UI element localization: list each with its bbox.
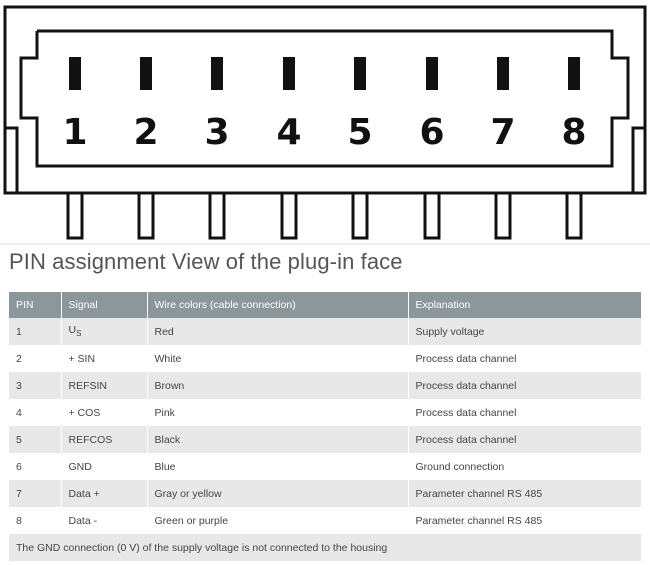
cell-signal: + SIN [61,345,147,372]
contact-6 [426,57,438,90]
pin-leg-7 [496,193,510,238]
signal-text: U [68,324,77,337]
cell-pin: 4 [9,399,61,426]
pin-number-3: 3 [204,112,230,153]
cell-signal: Data + [61,480,147,507]
cell-wire-color: Red [147,318,408,345]
cell-signal: REFSIN [61,372,147,399]
contact-3 [211,57,223,90]
left-latch [5,128,17,193]
cell-explanation: Process data channel [408,372,641,399]
cell-explanation: Process data channel [408,345,641,372]
header-signal: Signal [61,292,147,318]
table-row [9,399,641,426]
cell-wire-color: Brown [147,372,408,399]
cell-wire-color: Black [147,426,408,453]
table-row [9,345,641,372]
header-wire-colors: Wire colors (cable connection) [147,292,408,318]
cell-pin: 6 [9,453,61,480]
pin-assignment-table [9,292,641,561]
cell-signal: GND [61,453,147,480]
cell-explanation: Process data channel [408,399,641,426]
contact-1 [69,57,81,90]
pin-number-8: 8 [561,112,587,153]
pin-number-4: 4 [276,112,302,153]
table-row [9,426,641,453]
pin-number-6: 6 [419,112,445,153]
pin-number-2: 2 [133,112,159,153]
table-row [9,507,641,534]
cell-wire-color: White [147,345,408,372]
table-row [9,372,641,399]
cell-pin: 1 [9,318,61,345]
cell-pin: 5 [9,426,61,453]
contact-4 [283,57,295,90]
pin-leg-4 [282,193,296,238]
cell-pin: 3 [9,372,61,399]
page-heading: PIN assignment View of the plug-in face [9,249,403,274]
pin-leg-2 [139,193,153,238]
pin-leg-6 [425,193,439,238]
cell-signal: Data - [61,507,147,534]
cell-wire-color: Gray or yellow [147,480,408,507]
table-header-row [9,292,641,318]
signal-subscript: S [76,329,82,339]
cell-wire-color: Blue [147,453,408,480]
cell-wire-color: Pink [147,399,408,426]
table-row [9,318,641,345]
pin-leg-5 [353,193,367,238]
cell-pin: 7 [9,480,61,507]
cell-pin: 2 [9,345,61,372]
contact-8 [568,57,580,90]
pin-number-1: 1 [62,112,88,153]
header-explanation: Explanation [408,292,641,318]
pin-number-7: 7 [490,112,516,153]
cell-explanation: Ground connection [408,453,641,480]
plug-face-outline [21,31,628,166]
table-row [9,453,641,480]
cell-explanation: Process data channel [408,426,641,453]
pin-number-5: 5 [347,112,373,153]
right-latch [633,128,645,193]
contact-5 [354,57,366,90]
pin-leg-3 [210,193,224,238]
header-pin: PIN [9,292,61,318]
connector-diagram [0,0,650,245]
cell-explanation: Parameter channel RS 485 [408,507,641,534]
contact-7 [497,57,509,90]
cell-signal [61,318,147,345]
pin-leg-1 [68,193,82,238]
cell-explanation: Parameter channel RS 485 [408,480,641,507]
cell-pin: 8 [9,507,61,534]
table-row [9,480,641,507]
pin-leg-8 [567,193,581,238]
cell-signal: REFCOS [61,426,147,453]
note-text: The GND connection (0 V) of the supply voltage is not connected to the housing [9,534,641,561]
cell-wire-color: Green or purple [147,507,408,534]
cell-explanation: Supply voltage [408,318,641,345]
contact-2 [140,57,152,90]
table-note-row [9,534,641,561]
cell-signal: + COS [61,399,147,426]
